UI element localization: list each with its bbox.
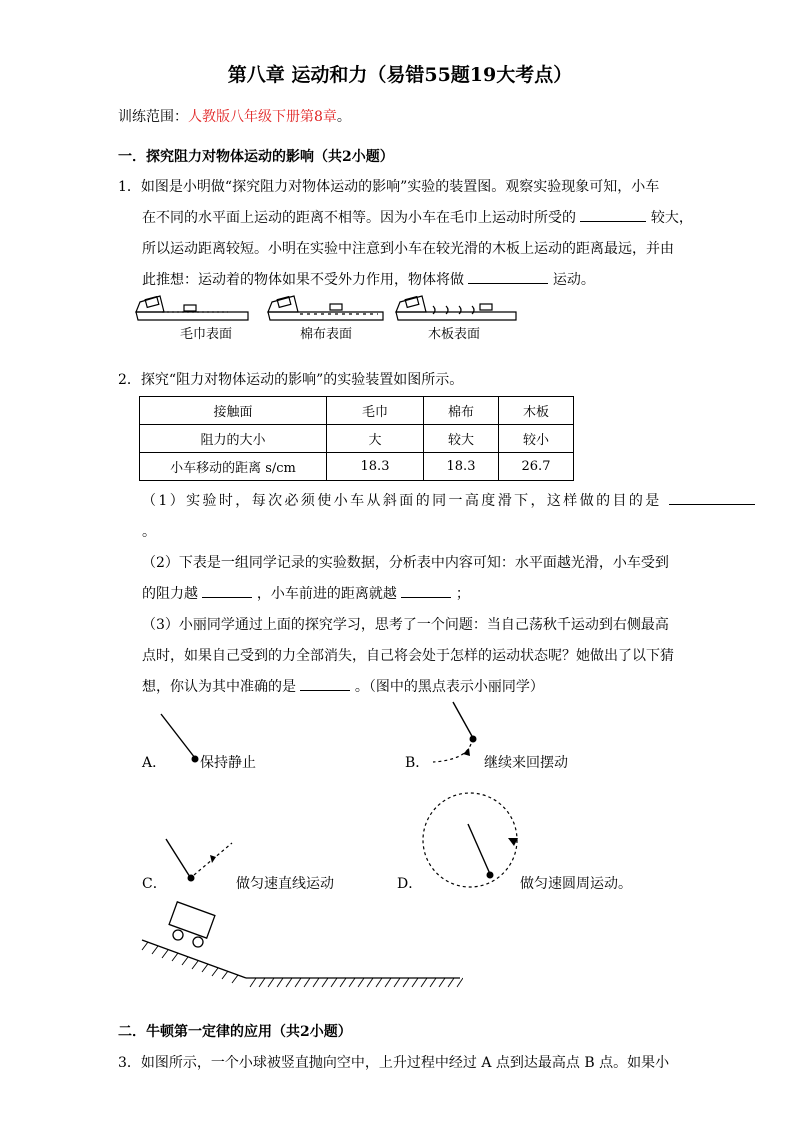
- q1-text: 此推想：运动着的物体如果不受外力作用，物体将做: [142, 272, 464, 288]
- option-c-figure: [160, 835, 240, 890]
- ground-hatch-line: [313, 978, 319, 987]
- ground-hatch-line: [403, 978, 409, 987]
- answer-blank[interactable]: [669, 490, 755, 505]
- q1-line-4: [142, 269, 595, 289]
- option-b-letter[interactable]: B．: [405, 755, 430, 771]
- ground-hatch-line: [358, 978, 364, 987]
- q2-part3-line1: （3）小丽同学通过上面的探究学习，思考了一个问题：当自己荡秋千运动到右侧最高: [142, 617, 669, 633]
- table-cell: 小车移动的距离 s/cm: [140, 453, 327, 481]
- table-cell: 棉布: [424, 397, 499, 425]
- q3-line-1: 3．如图所示，一个小球被竖直抛向空中，上升过程中经过 A 点到达最高点 B 点。如果小: [118, 1055, 670, 1071]
- table-row: [140, 453, 574, 481]
- ground-hatch-line: [367, 978, 373, 987]
- table-cell: 较大: [424, 425, 499, 453]
- page-title: 第八章 运动和力（易错55题19大考点）: [227, 64, 573, 86]
- table-cell: 木板: [499, 397, 574, 425]
- ground-hatch-line: [286, 978, 292, 987]
- ground-hatch-line: [340, 978, 346, 987]
- q2-part2-line2: [142, 583, 470, 603]
- ground-hatch-line: [259, 978, 265, 987]
- q1-line-2: [142, 207, 693, 227]
- ground-hatch-line: [412, 978, 418, 987]
- ground-hatch-line: [421, 978, 427, 987]
- q2-part2-line1: （2）下表是一组同学记录的实验数据，分析表中内容可知：水平面越光滑，小车受到: [142, 555, 669, 571]
- q2-part1: [142, 490, 755, 510]
- option-d-letter[interactable]: D．: [397, 876, 423, 892]
- q2-intro: 2．探究“阻力对物体运动的影响”的实验装置如图所示。: [118, 372, 464, 388]
- option-b-text: 继续来回摆动: [484, 755, 568, 771]
- surface-label-wood: 木板表面: [428, 327, 481, 342]
- scope-label: 训练范围：: [118, 109, 188, 125]
- ground-hatch-line: [304, 978, 310, 987]
- ground-hatch-line: [268, 978, 274, 987]
- option-a-text: 保持静止: [200, 755, 256, 771]
- option-b-figure: [425, 700, 485, 768]
- table-cell: 18.3: [327, 453, 424, 481]
- table-cell: 阻力的大小: [140, 425, 327, 453]
- ground-hatch-line: [385, 978, 391, 987]
- table-cell: 毛巾: [327, 397, 424, 425]
- q2-part1-end: 。: [142, 524, 156, 540]
- answer-blank[interactable]: [401, 583, 451, 598]
- ground-hatch-line: [277, 978, 283, 987]
- answer-blank[interactable]: [468, 269, 548, 284]
- ramp-surfaces-figure: [128, 292, 518, 346]
- table-cell: 18.3: [424, 453, 499, 481]
- ground-hatch-line: [376, 978, 382, 987]
- ground-hatch-line: [250, 978, 256, 987]
- q2-text: ，小车前进的距离就越: [256, 586, 397, 602]
- ground-hatch-line: [322, 978, 328, 987]
- ground-hatch-line: [349, 978, 355, 987]
- q2-text: 。（图中的黑点表示小丽同学）: [354, 679, 544, 695]
- experiment-table: [139, 396, 574, 481]
- option-d-text: 做匀速圆周运动。: [520, 876, 632, 892]
- ground-hatch-line: [394, 978, 400, 987]
- ground-hatch-line: [439, 978, 445, 987]
- scope-end: 。: [336, 109, 351, 125]
- training-scope: [118, 106, 351, 126]
- table-cell: 大: [327, 425, 424, 453]
- q2-text: 想，你认为其中准确的是: [142, 679, 296, 695]
- table-row: [140, 425, 574, 453]
- answer-blank[interactable]: [202, 583, 252, 598]
- ground-hatch-line: [448, 978, 454, 987]
- q2-text: 的阻力越: [142, 586, 198, 602]
- answer-blank[interactable]: [300, 676, 350, 691]
- option-c-letter[interactable]: C．: [142, 876, 167, 892]
- option-d-figure: [420, 790, 520, 890]
- q1-text: 在不同的水平面上运动的距离不相等。因为小车在毛巾上运动时所受的: [142, 210, 576, 226]
- q2-text: ；: [455, 586, 470, 602]
- ground-hatch-line: [457, 978, 463, 987]
- section-heading-1: 一．探究阻力对物体运动的影响（共2小题）: [118, 149, 394, 165]
- q2-part3-line2: 点时，如果自己受到的力全部消失，自己将会处于怎样的运动状态呢？她做出了以下猜: [142, 648, 674, 664]
- surface-label-towel: 毛巾表面: [180, 327, 233, 342]
- ground-hatch-line: [295, 978, 301, 987]
- ground-hatch-line: [430, 978, 436, 987]
- q1-line-1: 1．如图是小明做“探究阻力对物体运动的影响”实验的装置图。观察实验现象可知，小车: [118, 179, 660, 195]
- ground-hatch-line: [331, 978, 337, 987]
- q2-text: （1）实验时，每次必须使小车从斜面的同一高度滑下，这样做的目的是: [142, 493, 662, 509]
- q2-part3-line3: [142, 676, 544, 696]
- table-cell: 较小: [499, 425, 574, 453]
- table-row: [140, 397, 574, 425]
- option-a-letter[interactable]: A．: [142, 755, 167, 771]
- q1-text: 较大，: [650, 210, 693, 226]
- scope-value: 人教版八年级下册第8章: [188, 109, 337, 125]
- option-c-text: 做匀速直线运动: [236, 876, 334, 892]
- table-cell: 26.7: [499, 453, 574, 481]
- ramp-cart-figure: [138, 900, 463, 995]
- section-heading-2: 二．牛顿第一定律的应用（共2小题）: [118, 1024, 352, 1040]
- q1-line-3: 所以运动距离较短。小明在实验中注意到小车在较光滑的木板上运动的距离最远，并由: [142, 241, 674, 257]
- table-cell: 接触面: [140, 397, 327, 425]
- surface-label-cotton: 棉布表面: [300, 327, 353, 342]
- option-a-figure: [155, 710, 205, 770]
- q1-text: 运动。: [552, 272, 595, 288]
- answer-blank[interactable]: [580, 207, 646, 222]
